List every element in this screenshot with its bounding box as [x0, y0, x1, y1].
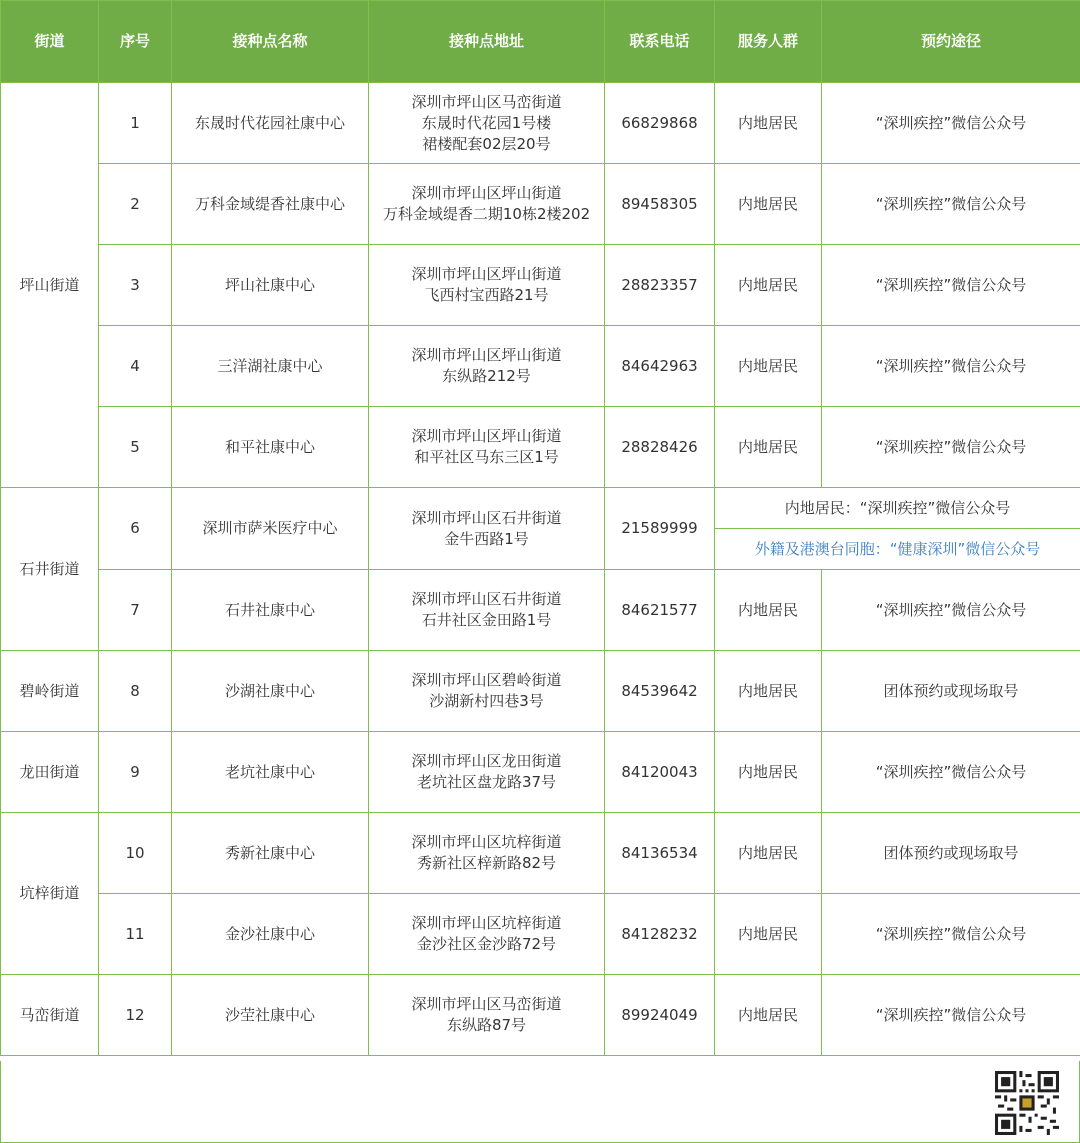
service-group-cell: 内地居民 [715, 813, 822, 894]
table-row [1, 570, 1080, 651]
number-cell: 9 [99, 732, 172, 813]
address-line: 石井社区金田路1号 [421, 611, 552, 629]
phone-cell: 84642963 [605, 326, 715, 407]
phone-cell: 66829868 [605, 83, 715, 164]
address-line: 沙湖新村四巷3号 [429, 692, 544, 710]
address-cell [369, 326, 605, 407]
address-line: 东纵路212号 [442, 367, 531, 385]
site-name-cell: 坪山社康中心 [172, 245, 369, 326]
address-line: 深圳市坪山区坪山街道 [411, 427, 562, 445]
phone-cell: 84539642 [605, 651, 715, 732]
address-line: 秀新社区梓新路82号 [416, 854, 557, 872]
service-group-cell: 内地居民 [715, 164, 822, 245]
address-cell [369, 894, 605, 975]
number-cell: 2 [99, 164, 172, 245]
street-cell: 石井街道 [1, 488, 99, 651]
address-line: 深圳市坪山区坪山街道 [411, 265, 562, 283]
site-name-cell: 老坑社康中心 [172, 732, 369, 813]
group-booking-cell-foreign: 外籍及港澳台同胞：“健康深圳”微信公众号 [715, 529, 1080, 570]
table-row [1, 407, 1080, 488]
address-line: 深圳市坪山区坪山街道 [411, 346, 562, 364]
header-number: 序号 [99, 1, 172, 83]
address-line: 万科金域缇香二期10栋2楼202 [382, 205, 591, 223]
address-line: 深圳市坪山区坪山街道 [411, 184, 562, 202]
address-cell [369, 651, 605, 732]
phone-cell: 28823357 [605, 245, 715, 326]
phone-cell: 84136534 [605, 813, 715, 894]
booking-cell: 团体预约或现场取号 [822, 651, 1080, 732]
table-row [1, 975, 1080, 1056]
address-line: 深圳市坪山区坑梓街道 [411, 914, 562, 932]
number-cell: 6 [99, 488, 172, 570]
number-cell: 1 [99, 83, 172, 164]
number-cell: 4 [99, 326, 172, 407]
number-cell: 5 [99, 407, 172, 488]
table-row [1, 164, 1080, 245]
address-cell [369, 488, 605, 570]
phone-cell: 84128232 [605, 894, 715, 975]
address-line: 东晟时代花园1号楼 [421, 113, 552, 132]
site-name-cell: 深圳市萨米医疗中心 [172, 488, 369, 570]
table-row [1, 732, 1080, 813]
address-line: 金沙社区金沙路72号 [416, 935, 557, 953]
address-line: 和平社区马东三区1号 [414, 448, 559, 466]
site-name-cell: 秀新社康中心 [172, 813, 369, 894]
site-name-cell: 东晟时代花园社康中心 [172, 83, 369, 164]
booking-cell: “深圳疾控”微信公众号 [822, 732, 1080, 813]
site-name-cell: 万科金域缇香社康中心 [172, 164, 369, 245]
phone-cell: 84120043 [605, 732, 715, 813]
address-line: 东纵路87号 [446, 1016, 527, 1034]
number-cell: 10 [99, 813, 172, 894]
phone-cell: 21589999 [605, 488, 715, 570]
booking-cell: “深圳疾控”微信公众号 [822, 407, 1080, 488]
booking-cell: “深圳疾控”微信公众号 [822, 570, 1080, 651]
address-cell [369, 570, 605, 651]
site-name-cell: 沙湖社康中心 [172, 651, 369, 732]
address-cell [369, 407, 605, 488]
phone-cell: 89458305 [605, 164, 715, 245]
header-phone: 联系电话 [605, 1, 715, 83]
header-booking-channel: 预约途径 [822, 1, 1080, 83]
header-service-group: 服务人群 [715, 1, 822, 83]
address-cell [369, 975, 605, 1056]
street-cell: 碧岭街道 [1, 651, 99, 732]
address-line: 深圳市坪山区龙田街道 [411, 752, 562, 770]
address-line: 飞西村宝西路21号 [424, 286, 549, 304]
address-line: 深圳市坪山区石井街道 [411, 508, 562, 527]
address-cell [369, 245, 605, 326]
booking-cell: “深圳疾控”微信公众号 [822, 326, 1080, 407]
street-cell: 龙田街道 [1, 732, 99, 813]
table-row [1, 651, 1080, 732]
table-header-row [1, 1, 1080, 83]
address-line: 深圳市坪山区马峦街道 [411, 92, 562, 111]
number-cell: 8 [99, 651, 172, 732]
address-cell [369, 164, 605, 245]
number-cell: 12 [99, 975, 172, 1056]
service-group-cell: 内地居民 [715, 651, 822, 732]
address-line: 深圳市坪山区马峦街道 [411, 995, 562, 1013]
header-site-name: 接种点名称 [172, 1, 369, 83]
table-row [1, 488, 1080, 529]
address-cell [369, 732, 605, 813]
service-group-cell: 内地居民 [715, 975, 822, 1056]
site-name-cell: 金沙社康中心 [172, 894, 369, 975]
street-cell: 坪山街道 [1, 83, 99, 488]
phone-cell: 28828426 [605, 407, 715, 488]
address-line: 裙楼配套02层20号 [422, 134, 551, 153]
booking-cell: “深圳疾控”微信公众号 [822, 245, 1080, 326]
header-site-address: 接种点地址 [369, 1, 605, 83]
table-row [1, 326, 1080, 407]
address-line: 金牛西路1号 [444, 529, 529, 548]
site-name-cell: 和平社康中心 [172, 407, 369, 488]
service-group-cell: 内地居民 [715, 570, 822, 651]
booking-cell: “深圳疾控”微信公众号 [822, 894, 1080, 975]
service-group-cell: 内地居民 [715, 245, 822, 326]
number-cell: 11 [99, 894, 172, 975]
service-group-cell: 内地居民 [715, 83, 822, 164]
street-cell: 马峦街道 [1, 975, 99, 1056]
booking-cell: “深圳疾控”微信公众号 [822, 83, 1080, 164]
group-booking-cell: 内地居民：“深圳疾控”微信公众号 [715, 488, 1080, 529]
booking-cell: “深圳疾控”微信公众号 [822, 164, 1080, 245]
phone-cell: 89924049 [605, 975, 715, 1056]
service-group-cell: 内地居民 [715, 894, 822, 975]
address-line: 老坑社区盘龙路37号 [416, 773, 557, 791]
service-group-cell: 内地居民 [715, 326, 822, 407]
service-group-cell: 内地居民 [715, 732, 822, 813]
address-cell [369, 83, 605, 164]
address-line: 深圳市坪山区坑梓街道 [411, 833, 562, 851]
header-street: 街道 [1, 1, 99, 83]
site-name-cell: 石井社康中心 [172, 570, 369, 651]
address-cell [369, 813, 605, 894]
street-cell: 坑梓街道 [1, 813, 99, 975]
table-row [1, 83, 1080, 164]
table-row [1, 894, 1080, 975]
address-line: 深圳市坪山区石井街道 [411, 590, 562, 608]
number-cell: 7 [99, 570, 172, 651]
number-cell: 3 [99, 245, 172, 326]
service-group-cell: 内地居民 [715, 407, 822, 488]
table-row [1, 245, 1080, 326]
site-name-cell: 沙茔社康中心 [172, 975, 369, 1056]
phone-cell: 84621577 [605, 570, 715, 651]
site-name-cell: 三洋湖社康中心 [172, 326, 369, 407]
table-footer [0, 1061, 1080, 1143]
booking-cell: “深圳疾控”微信公众号 [822, 975, 1080, 1056]
booking-cell: 团体预约或现场取号 [822, 813, 1080, 894]
qr-code-icon [995, 1071, 1059, 1135]
address-line: 深圳市坪山区碧岭街道 [411, 671, 562, 689]
table-row [1, 813, 1080, 894]
